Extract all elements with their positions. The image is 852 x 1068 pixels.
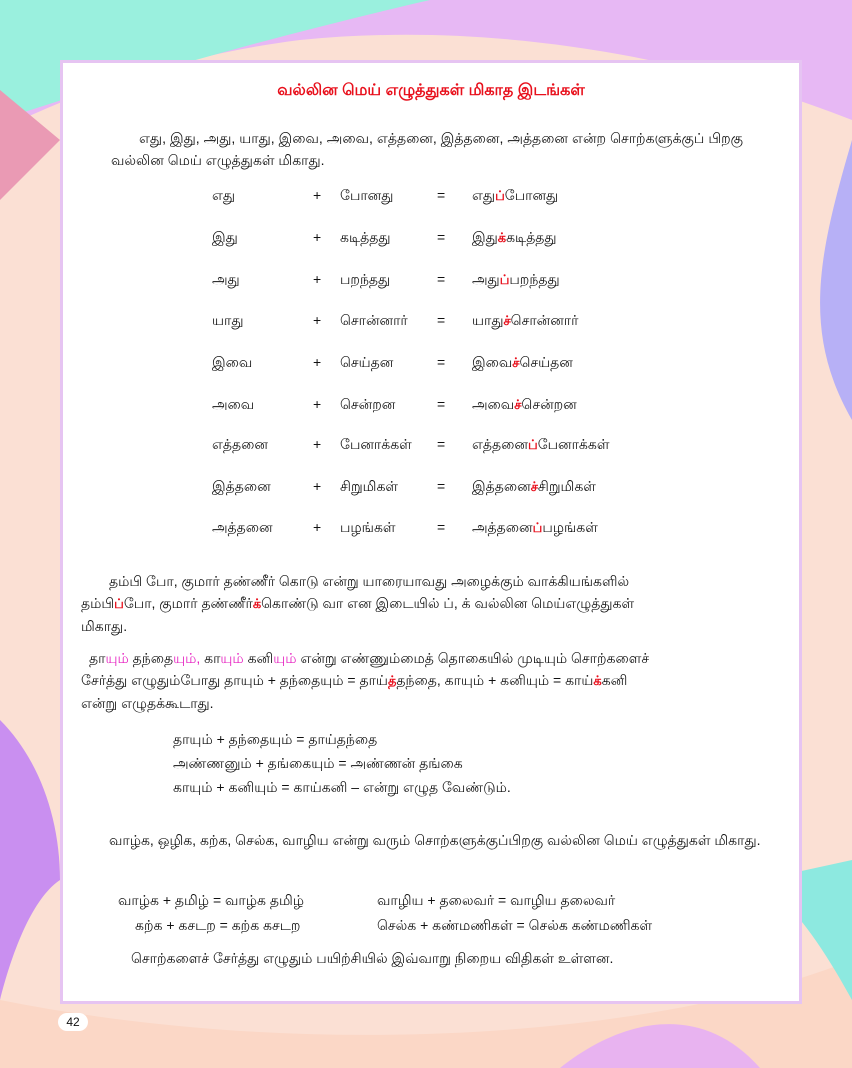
crossed-letter: ப் [495, 188, 505, 203]
example-line: அண்ணனும் + தங்கையும் = அண்ணன் தங்கை [173, 755, 463, 771]
valzhga-paragraph: வாழ்க, ஒழிக, கற்க, செல்க, வாழிய என்று வரும் சொற்களுக்குப்பிறகு வல்லின மெய் எழுத்துகள் மிகாது. [109, 832, 761, 848]
crossed-letter: ப் [532, 520, 543, 535]
result-word: இவைச்செய்தன [472, 354, 573, 370]
result-word: இதுக்கடித்தது [472, 229, 557, 245]
plus-sign: + [313, 271, 322, 287]
example-line: தாயும் + தந்தையும் = தாய்தந்தை [173, 731, 378, 747]
word-two: சிறுமிகள் [340, 478, 399, 494]
para-line: என்று எழுதக்கூடாது. [81, 695, 214, 711]
crossed-letter: ச் [514, 397, 522, 412]
content-card [60, 60, 802, 1004]
word-two: பேனாக்கள் [340, 436, 412, 452]
plus-sign: + [313, 519, 322, 535]
crossed-letter: ப் [114, 596, 124, 611]
word-two: போனது [340, 187, 394, 203]
conjunction-paragraph [81, 647, 781, 714]
crossed-letter: ச் [503, 313, 511, 328]
equals-sign: = [437, 354, 446, 370]
intro-paragraph: எது, இது, அது, யாது, இவை, அவை, எத்தனை, இத்தனை, அத்தனை என்ற சொற்களுக்குப் பிறகு வல்லின மெய் எழுத்துகள் மிகாது. [111, 130, 743, 168]
crossed-letter: த் [387, 673, 397, 688]
crossed-letter: க் [252, 596, 262, 611]
word-one: இது [212, 229, 238, 245]
equals-sign: = [437, 312, 446, 328]
plus-sign: + [313, 478, 322, 494]
word-two: பழங்கள் [340, 519, 396, 535]
equals-sign: = [437, 478, 446, 494]
plus-sign: + [313, 312, 322, 328]
example-line: வாழிய + தலைவர் = வாழிய தலைவர் [377, 892, 616, 908]
word-one: யாது [212, 312, 244, 328]
word-one: எத்தனை [212, 436, 268, 452]
plus-sign: + [313, 187, 322, 203]
equals-sign: = [437, 187, 446, 203]
result-word: எதுப்போனது [472, 187, 559, 203]
example-line: காயும் + கனியும் = காய்கனி – என்று எழுத வேண்டும். [173, 779, 511, 795]
word-two: சொன்னார் [340, 312, 408, 328]
crossed-letter: ச் [512, 355, 520, 370]
para-line: சேர்த்து எழுதும்போது தாயும் + தந்தையும் = தாய்த்தந்தை, காயும் + கனியும் = காய்க்கனி [81, 672, 628, 688]
page-number: 42 [58, 1013, 88, 1031]
word-two: பறந்தது [340, 271, 391, 287]
para-line: மிகாது. [81, 618, 128, 634]
word-one: அது [212, 271, 240, 287]
example-line: செல்க + கண்மணிகள் = செல்க கண்மணிகள் [377, 917, 653, 933]
crossed-letter: க் [497, 230, 507, 245]
crossed-letter: ச் [530, 479, 538, 494]
page-title: வல்லின மெய் எழுத்துகள் மிகாத இடங்கள் [277, 82, 585, 99]
combination-table [63, 63, 799, 1001]
equals-sign: = [437, 229, 446, 245]
crossed-letter: க் [593, 673, 602, 688]
result-word: அதுப்பறந்தது [472, 271, 560, 287]
result-word: எத்தனைப்பேனாக்கள் [472, 436, 610, 452]
example-line: வாழ்க + தமிழ் = வாழ்க தமிழ் [118, 892, 304, 908]
word-one: அவை [212, 396, 255, 412]
crossed-letter: ப் [499, 272, 510, 287]
word-one: இவை [212, 354, 253, 370]
result-word: இத்தனைச்சிறுமிகள் [472, 478, 596, 494]
result-word: யாதுச்சொன்னார் [472, 312, 579, 328]
equals-sign: = [437, 396, 446, 412]
para-line: தம்பி போ, குமார் தண்ணீர் கொடு என்று யாரையாவது அழைக்கும் வாக்கியங்களில் [109, 573, 630, 589]
equals-sign: = [437, 271, 446, 287]
result-word: அவைச்சென்றன [472, 396, 577, 412]
plus-sign: + [313, 436, 322, 452]
plus-sign: + [313, 354, 322, 370]
word-one: அத்தனை [212, 519, 273, 535]
result-word: அத்தனைப்பழங்கள் [472, 519, 598, 535]
example-line: கற்க + கசடற = கற்க கசடற [135, 917, 301, 933]
para-line: தாயும் தந்தையும், காயும் கனியும் என்று எண்ணும்மைத் தொகையில் முடியும் சொற்களைச் [89, 650, 650, 666]
plus-sign: + [313, 229, 322, 245]
para-line: தம்பிப்போ, குமார் தண்ணீர்க்கொண்டு வா என இடையில் ப், க் வல்லின மெய்எழுத்துகள் [81, 595, 635, 611]
closing-line: சொற்களைச் சேர்த்து எழுதும் பயிற்சியில் இவ்வாறு நிறைய விதிகள் உள்ளன. [131, 950, 614, 966]
equals-sign: = [437, 436, 446, 452]
plus-sign: + [313, 396, 322, 412]
address-paragraph [81, 570, 781, 637]
word-one: எது [212, 187, 236, 203]
word-one: இத்தனை [212, 478, 271, 494]
crossed-letter: ப் [528, 437, 538, 452]
word-two: செய்தன [340, 354, 394, 370]
word-two: சென்றன [340, 396, 396, 412]
word-two: கடித்தது [340, 229, 391, 245]
equals-sign: = [437, 519, 446, 535]
